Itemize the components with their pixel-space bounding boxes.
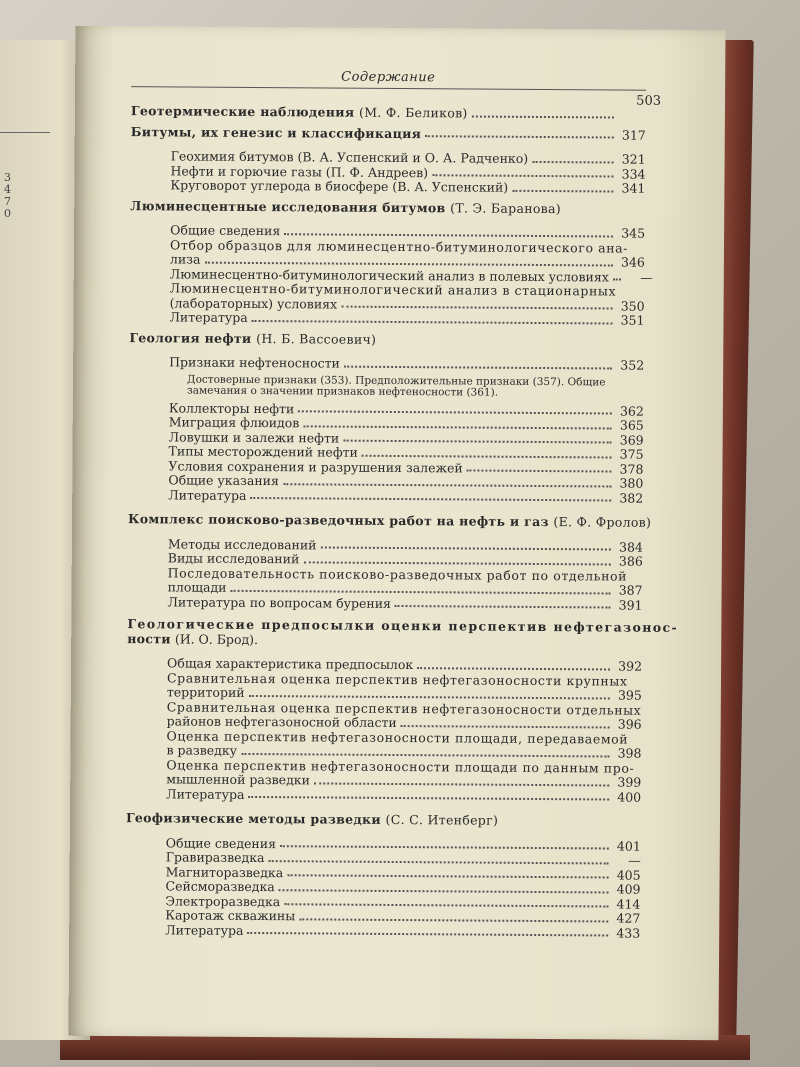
dot-leader (341, 306, 612, 310)
dot-leader (303, 425, 611, 429)
dot-leader (321, 546, 611, 550)
dot-leader (204, 261, 612, 266)
dot-leader (472, 115, 614, 118)
header-rule (131, 86, 646, 91)
toc-item: Сравнительная оценка перспектив нефтегазоносности крупных территорий 395 (166, 669, 642, 703)
toc-item: Общая характеристика предпосылок 392 (167, 655, 643, 674)
dot-leader (241, 752, 609, 757)
table-of-contents (125, 68, 679, 941)
toc-item: Литература 433 (165, 921, 641, 941)
dot-leader (432, 174, 613, 177)
toc-item: Круговорот углерода в биосфере (В. А. Успенский) 341 (170, 177, 646, 196)
dot-leader (343, 440, 611, 444)
toc-item: Нефти и горючие газы (П. Ф. Андреев) 334 (170, 162, 646, 182)
page-header (131, 68, 662, 109)
toc-item: Коллекторы нефти 362 (168, 399, 644, 419)
toc-item: Последовательность поисково-разведочных работ по отдельной площади 387 (167, 564, 643, 598)
dot-leader (280, 845, 609, 849)
dot-leader (467, 469, 612, 472)
toc-item: Каротаж скважины 427 (165, 907, 641, 926)
left-page-fragment: 7 (4, 195, 11, 208)
dot-leader (425, 135, 614, 138)
dot-leader (613, 279, 621, 281)
dot-leader (362, 454, 612, 458)
dot-leader (401, 725, 610, 728)
toc-item: Литература по вопросам бурения 391 (167, 593, 643, 613)
dot-leader (314, 782, 609, 786)
section-author: (Е. Ф. Фролов) (553, 514, 652, 530)
toc-item: Условия сохранения и разрушения залежей 378 (168, 457, 644, 477)
section-title: Битумы, их генезис и классификация (130, 123, 422, 141)
book-page (68, 26, 725, 1041)
section-title: Комплекс поисково-разведочных работ на нефть и газ (128, 511, 549, 530)
dot-leader (298, 410, 612, 414)
toc-subnote: Достоверные признаки (353). Предположительные признаки (357). Общие замечания о значении признаков нефтеносности (361). (186, 373, 606, 399)
dot-leader (395, 605, 611, 609)
dot-leader (268, 860, 608, 864)
toc-item: Электроразведка 414 (165, 892, 641, 912)
running-title: Содержание (341, 69, 436, 86)
toc-item: Миграция флюидов 365 (168, 414, 644, 433)
toc-item: Общие указания 380 (168, 472, 644, 491)
section-author: (М. Ф. Беликов) (359, 104, 468, 121)
section-author: (И. О. Брод). (174, 630, 259, 647)
section-title-cont: ности (127, 630, 171, 646)
toc-item: Сейсморазведка 409 (165, 878, 641, 897)
section-title: Геофизические методы разведки (125, 810, 381, 827)
toc-item: Сравнительная оценка перспектив нефтегазоносности отдельных районов нефтегазоносной области 396 (166, 698, 642, 732)
dot-leader (250, 497, 611, 502)
toc-item: Типы месторождений нефти 375 (168, 443, 644, 462)
toc-item: Геохимия битумов (В. А. Успенский и О. А. Радченко) 321 (170, 148, 646, 167)
toc-item: Люминесцентно-битуминологический анализ в стационарных (лабораторных) условиях 350 (169, 280, 645, 314)
toc-item: Виды исследований 386 (167, 550, 643, 569)
dot-leader (344, 365, 612, 369)
dot-leader (230, 589, 610, 594)
section-title: Геотермические наблюдения (130, 103, 355, 120)
section-author: (Н. Б. Вассоевич) (256, 330, 377, 347)
section-title: Геология нефти (129, 329, 252, 346)
section-author: (С. С. Итенберг) (385, 811, 499, 828)
dot-leader (417, 667, 610, 670)
toc-item: Магниторазведка 405 (165, 863, 641, 883)
toc-item: Признаки нефтеносности 352 (169, 354, 645, 373)
section-author: (Т. Э. Баранова) (450, 199, 562, 216)
toc-section (131, 104, 646, 122)
dot-leader (299, 918, 608, 922)
dot-leader (284, 233, 613, 237)
toc-item: Литература 351 (169, 309, 645, 328)
toc-section (127, 616, 679, 650)
dot-leader (249, 694, 610, 699)
section-title: Геологические предпосылки оценки перспектив нефтегазонос- (127, 616, 679, 635)
dot-leader (252, 319, 613, 324)
toc-item: Гравиразведка — (165, 849, 641, 868)
left-page-fragment: 3 (4, 171, 11, 184)
dot-leader (287, 874, 608, 878)
dot-leader (284, 903, 608, 907)
dot-leader (283, 483, 611, 487)
dot-leader (512, 189, 613, 192)
left-page-rule (0, 132, 50, 133)
dot-leader (247, 932, 608, 937)
dot-leader (279, 889, 609, 893)
toc-item: Оценка перспектив нефтегазоносности площади по данным про- мышленной разведки 399 (166, 756, 642, 790)
toc-item: Оценка перспектив нефтегазоносности площади, передаваемой в разведку 398 (166, 727, 642, 761)
page-number: 503 (636, 93, 662, 109)
page-ref: 317 (621, 127, 646, 143)
dot-leader (248, 796, 609, 801)
left-page-fragment: 4 (4, 183, 11, 196)
toc-item: Методы исследований 384 (167, 535, 643, 555)
toc-item: Общие сведения 345 (170, 222, 646, 241)
toc-item: Люминесцентно-битуминологический анализ в полевых условиях — (169, 265, 653, 285)
toc-item: Отбор образцов для люминесцентно-битуминологического ана- лиза 346 (169, 236, 645, 270)
toc-item: Ловушки и залежи нефти 369 (168, 428, 644, 448)
dot-leader (303, 561, 610, 565)
toc-item: Литература 400 (166, 785, 642, 805)
section-title: Люминесцентные исследования битумов (130, 197, 446, 215)
toc-item: Общие сведения 401 (165, 834, 641, 854)
left-page-fragment: 0 (4, 207, 11, 220)
dot-leader (532, 160, 613, 163)
toc-item: Литература 382 (168, 486, 644, 506)
